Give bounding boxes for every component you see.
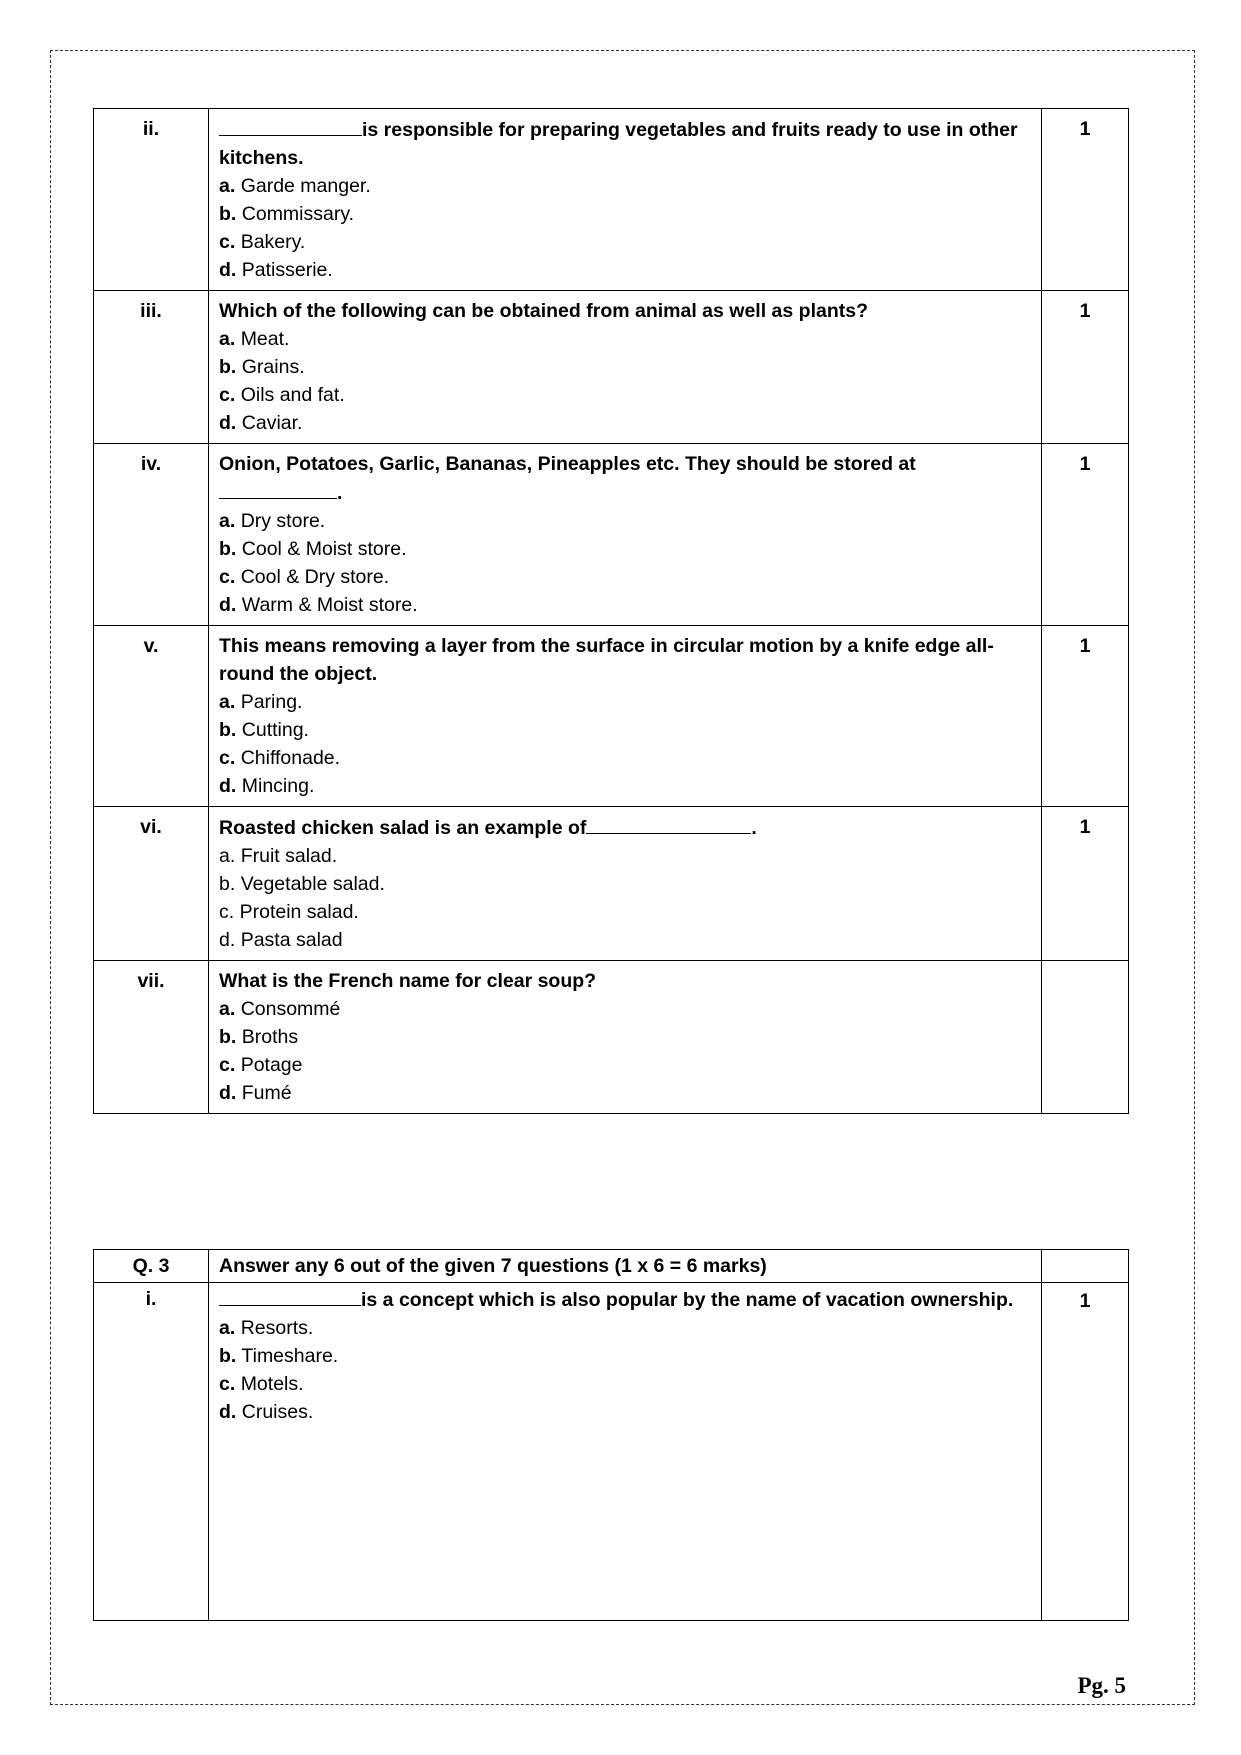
option: b. Cool & Moist store. (219, 538, 407, 560)
question-stem: This means removing a layer from the surface in circular motion by a knife edge all-round the object. (219, 635, 994, 685)
option: c. Chiffonade. (219, 747, 341, 769)
option: a. Resorts. (219, 1317, 314, 1339)
question-body (209, 626, 1042, 807)
question-body (209, 444, 1042, 626)
option: b. Timeshare. (219, 1345, 339, 1367)
option: a. Garde manger. (219, 175, 371, 197)
option: b. Broths (219, 1026, 299, 1048)
option: d. Mincing. (219, 775, 315, 797)
question-number: ii. (94, 109, 209, 291)
question-stem: Onion, Potatoes, Garlic, Bananas, Pineapples etc. They should be stored at. (219, 453, 916, 504)
option: b. Vegetable salad. (219, 873, 385, 895)
option: d. Pasta salad (219, 929, 343, 951)
option: c. Oils and fat. (219, 384, 345, 406)
question-stem: What is the French name for clear soup? (219, 970, 597, 992)
question-body (209, 961, 1042, 1114)
question-number: iii. (94, 291, 209, 444)
question-row (94, 807, 1129, 961)
question-body (209, 807, 1042, 961)
answer-blank (219, 1285, 361, 1306)
marks: 1 (1042, 109, 1129, 291)
section-header-row (94, 1250, 1129, 1283)
option: b. Cutting. (219, 719, 309, 741)
answer-blank (219, 115, 362, 136)
answer-blank (586, 813, 751, 834)
question-row (94, 291, 1129, 444)
option: b. Commissary. (219, 203, 355, 225)
option: a. Consommé (219, 998, 341, 1020)
option: d. Cruises. (219, 1401, 314, 1423)
option: c. Motels. (219, 1373, 304, 1395)
option: a. Fruit salad. (219, 845, 338, 867)
question-row (94, 444, 1129, 626)
question-row (94, 109, 1129, 291)
answer-blank (219, 478, 337, 499)
question-number: vi. (94, 807, 209, 961)
option: a. Paring. (219, 691, 303, 713)
option: c. Protein salad. (219, 901, 359, 923)
marks: 1 (1042, 291, 1129, 444)
section-number: Q. 3 (94, 1250, 209, 1283)
question-row (94, 626, 1129, 807)
option: d. Caviar. (219, 412, 303, 434)
question-body (209, 1283, 1042, 1621)
option: a. Meat. (219, 328, 290, 350)
option: b. Grains. (219, 356, 305, 378)
questions-table (93, 108, 1129, 1114)
question-number: i. (94, 1283, 209, 1621)
option: d. Fumé (219, 1082, 292, 1104)
option: c. Potage (219, 1054, 303, 1076)
question-number: iv. (94, 444, 209, 626)
question-row (94, 961, 1129, 1114)
question-stem: is a concept which is also popular by the name of vacation ownership. (219, 1285, 1031, 1314)
page-number: Pg. 5 (1077, 1673, 1126, 1698)
option: a. Dry store. (219, 510, 326, 532)
question-row (94, 1283, 1129, 1621)
marks: 1 (1042, 807, 1129, 961)
marks: 1 (1042, 1283, 1129, 1621)
question-number: v. (94, 626, 209, 807)
option: c. Cool & Dry store. (219, 566, 390, 588)
marks: 1 (1042, 444, 1129, 626)
question-number: vii. (94, 961, 209, 1114)
section-q3-table (93, 1249, 1129, 1621)
question-stem: Which of the following can be obtained from animal as well as plants? (219, 300, 868, 322)
question-stem: Roasted chicken salad is an example of . (219, 813, 1031, 842)
question-stem: is responsible for preparing vegetables and fruits ready to use in other kitchens. (219, 115, 1031, 172)
marks (1042, 961, 1129, 1114)
question-body (209, 109, 1042, 291)
question-body (209, 291, 1042, 444)
option: d. Warm & Moist store. (219, 594, 418, 616)
option: d. Patisserie. (219, 259, 333, 281)
marks: 1 (1042, 626, 1129, 807)
option: c. Bakery. (219, 231, 306, 253)
marks-empty (1042, 1250, 1129, 1283)
section-instruction: Answer any 6 out of the given 7 questions (1 x 6 = 6 marks) (209, 1250, 1042, 1283)
